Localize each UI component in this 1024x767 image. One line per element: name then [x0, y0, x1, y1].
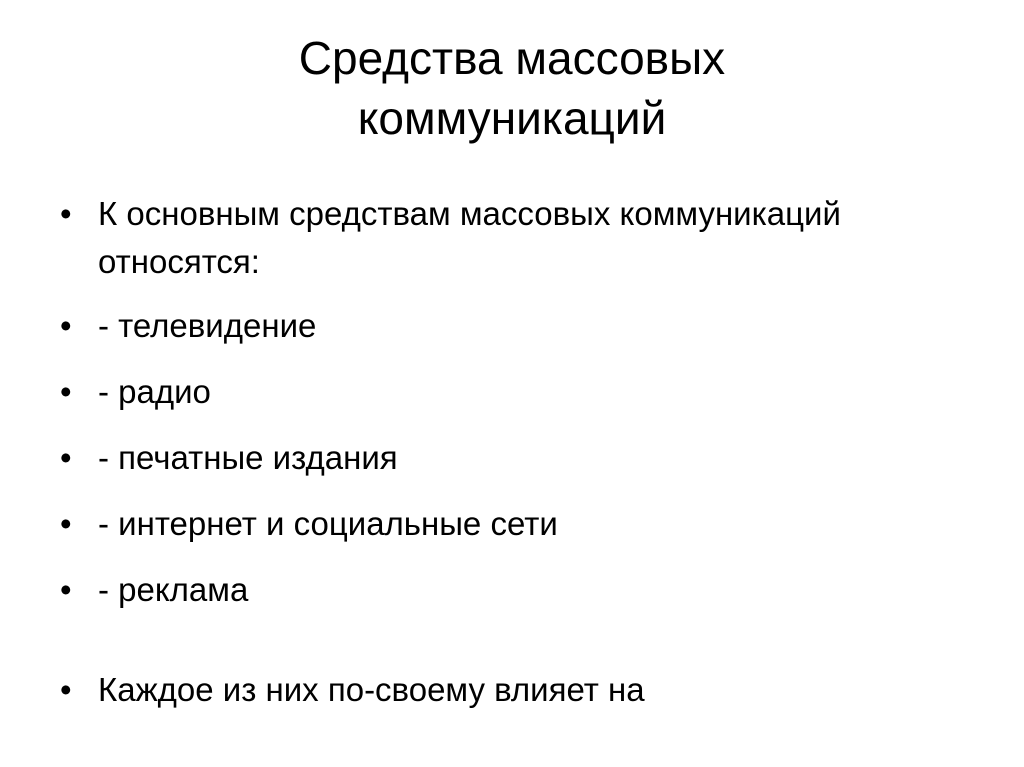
bullet-text: - телевидение [98, 307, 317, 344]
bullet-text: Каждое из них по-своему влияет на [98, 671, 645, 708]
bullet-item-radio [60, 368, 990, 416]
bullet-item-intro [60, 190, 990, 286]
bullet-item-tv [60, 302, 990, 350]
bullet-text: - реклама [98, 571, 249, 608]
bullet-item-print [60, 434, 990, 482]
bullet-text: К основным средствам массовых коммуникаций относятся: [98, 195, 841, 280]
bullet-item-advertising [60, 566, 990, 614]
bullet-text: - интернет и социальные сети [98, 505, 558, 542]
bullet-dot-icon: • [60, 671, 72, 708]
bullet-item-influence [60, 666, 990, 714]
bullet-dot-icon: • [60, 373, 72, 410]
bullet-dot-icon: • [60, 195, 72, 232]
bullet-dot-icon: • [60, 571, 72, 608]
slide-title-line-2: коммуникаций [357, 92, 667, 144]
bullet-text: - печатные издания [98, 439, 398, 476]
bullet-item-internet [60, 500, 990, 548]
slide-title [0, 28, 1024, 148]
bullet-text: - радио [98, 373, 211, 410]
bullet-dot-icon: • [60, 307, 72, 344]
bullet-list [60, 190, 990, 732]
bullet-dot-icon: • [60, 505, 72, 542]
bullet-dot-icon: • [60, 439, 72, 476]
slide-title-line-1: Средства массовых [298, 32, 726, 84]
